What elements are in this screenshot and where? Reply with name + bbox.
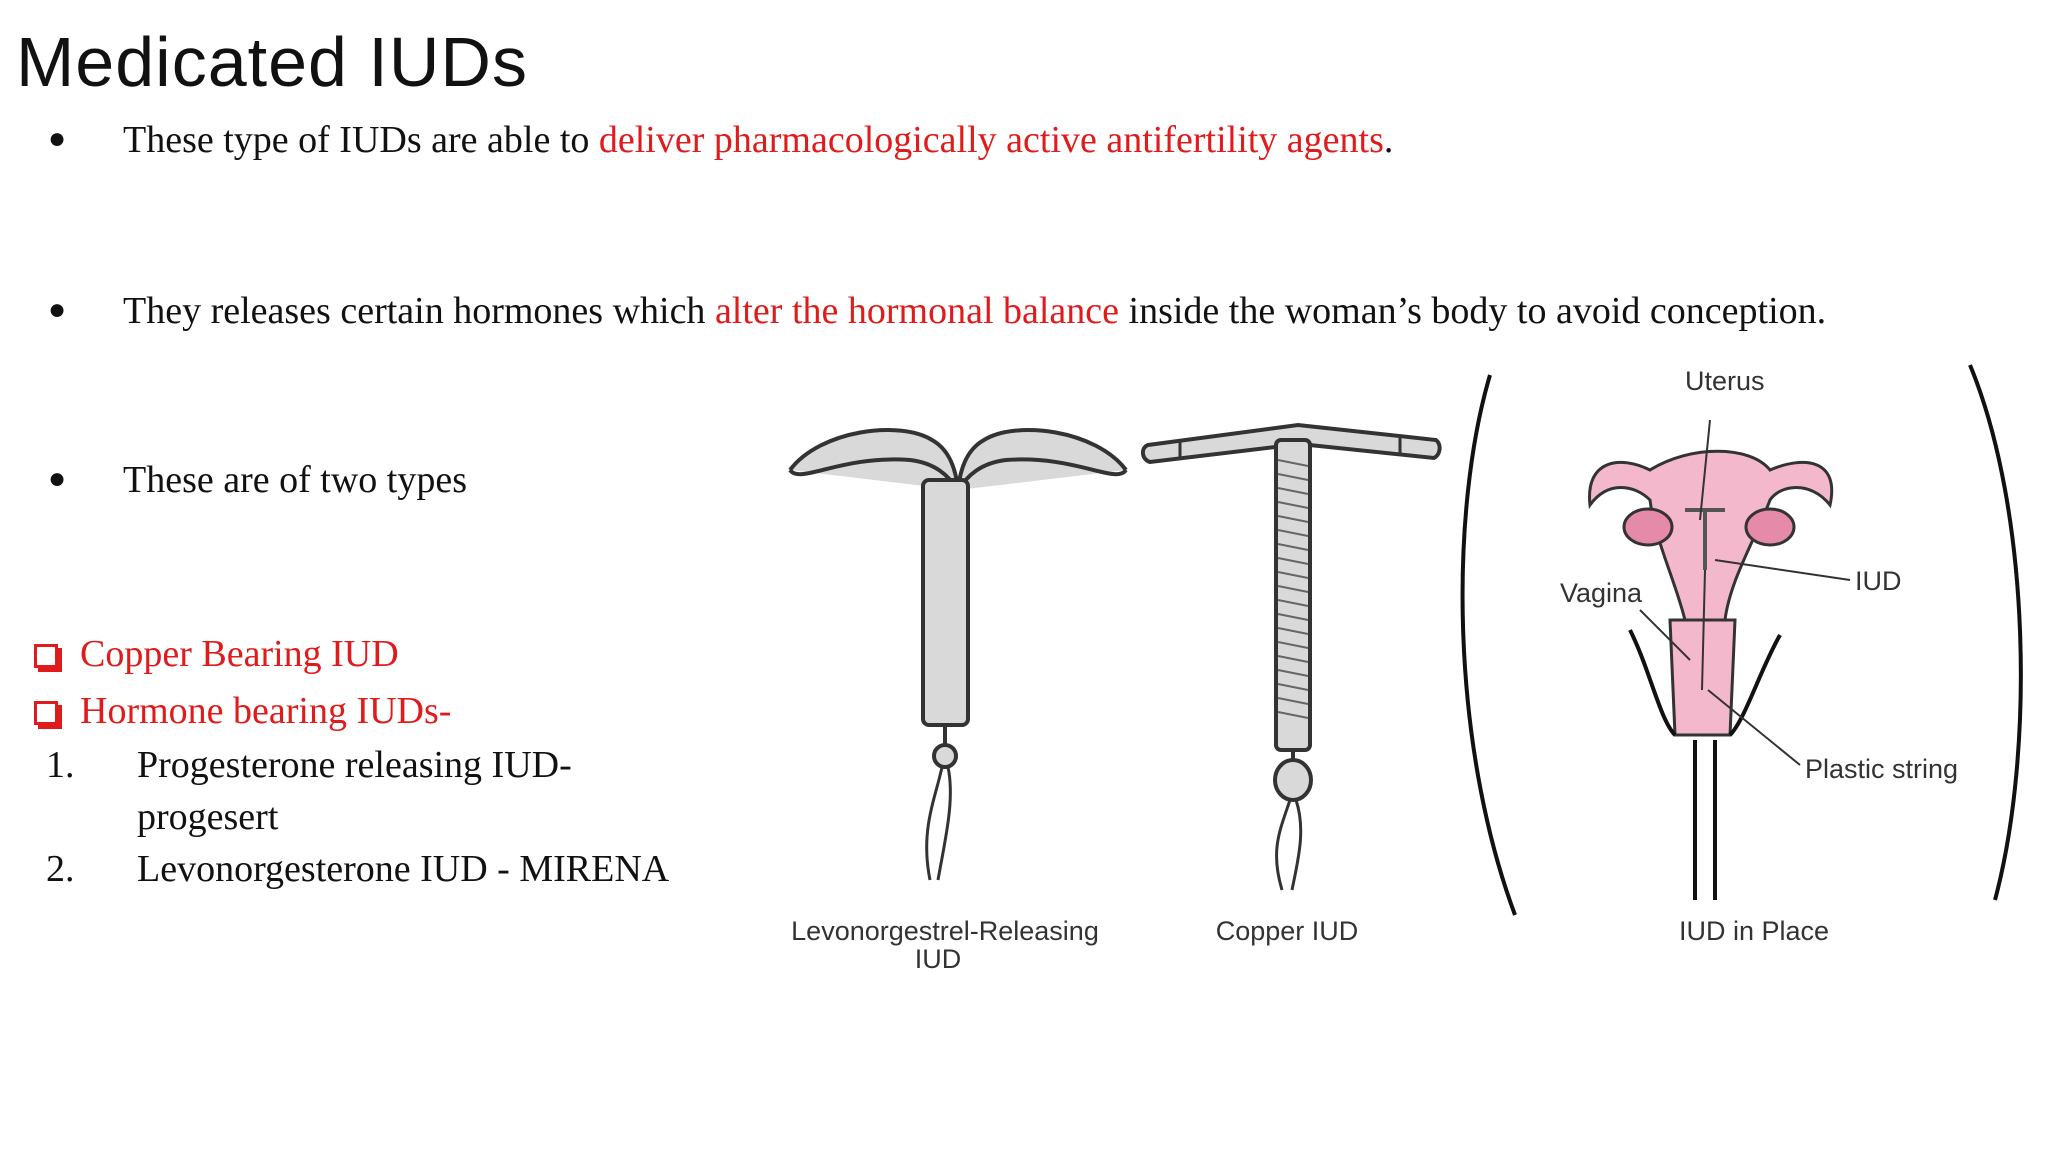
checkbox-icon <box>34 701 58 725</box>
caption-copper: Copper IUD <box>1215 916 1359 946</box>
bullet-text: They releases certain hormones which alter the hormonal balance inside the woman’s body to avoid conception. <box>123 290 1827 332</box>
caption-in-place: IUD in Place <box>1678 916 1830 946</box>
copper-iud-drawing <box>1143 425 1440 890</box>
label-uterus: Uterus <box>1685 366 1765 396</box>
bullet-dot: ● <box>48 462 67 495</box>
iud-in-place-drawing <box>1463 365 2021 915</box>
slide-title: Medicated IUDs <box>16 23 528 101</box>
bullet-dot: ● <box>48 293 67 326</box>
highlight-text: alter the hormonal balance <box>714 290 1120 332</box>
label-vagina: Vagina <box>1560 578 1643 608</box>
type-copper: Copper Bearing IUD <box>34 632 399 676</box>
bullet-text: These are of two types <box>123 459 467 501</box>
highlight-text: deliver pharmacologically active antifertility agents <box>598 119 1384 161</box>
iud-illustration <box>770 360 2040 985</box>
checkbox-icon <box>34 644 58 668</box>
levonorgestrel-iud-drawing <box>790 430 1126 880</box>
label-iud: IUD <box>1855 566 1902 596</box>
caption-levonorgestrel-line2: IUD <box>914 944 962 974</box>
caption-levonorgestrel: Levonorgestrel-Releasing <box>791 916 1099 946</box>
iud-illustration-svg <box>770 360 2040 980</box>
bullet-text: These type of IUDs are able to deliver pharmacologically active antifertility agents. <box>123 119 1394 161</box>
label-plastic-string: Plastic string <box>1805 754 1959 784</box>
bullet-dot: ● <box>48 122 67 155</box>
type-hormone: Hormone bearing IUDs- <box>34 689 451 733</box>
